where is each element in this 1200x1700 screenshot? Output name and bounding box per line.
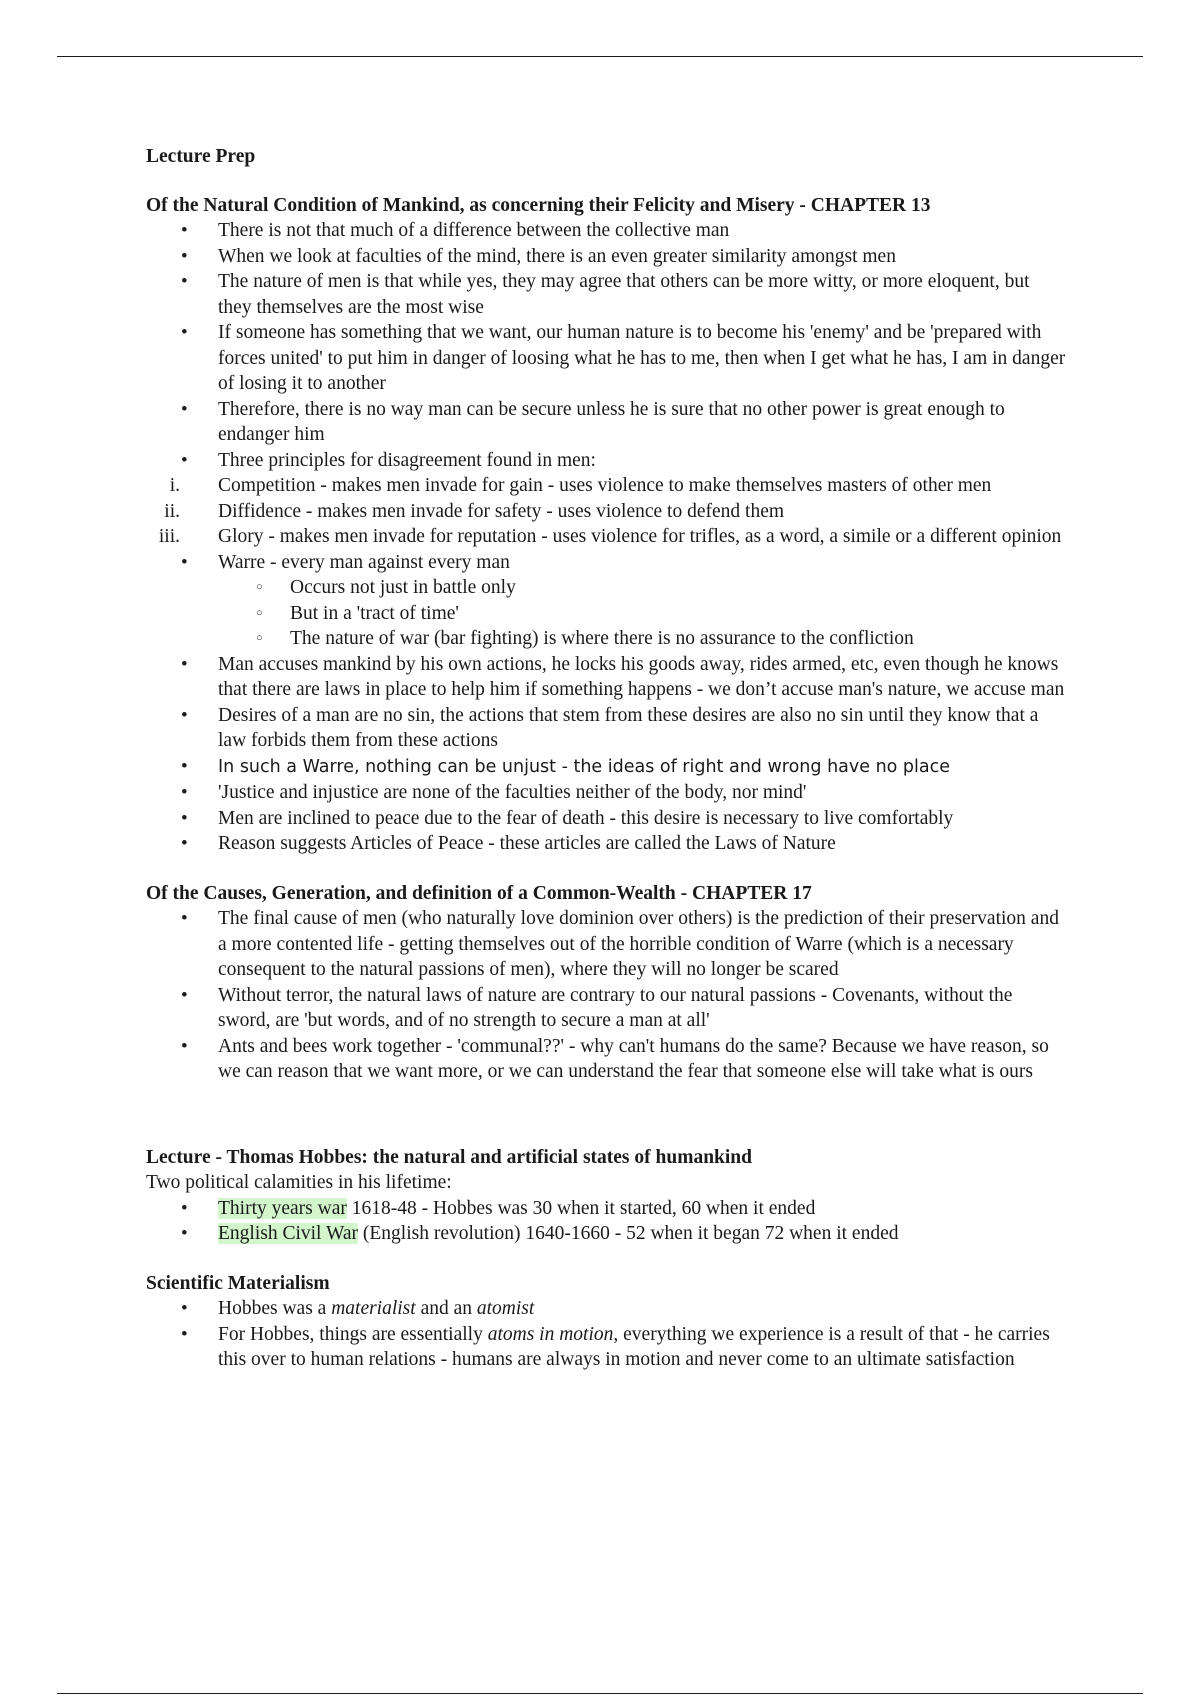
list-item: • There is not that much of a difference between the collective man bbox=[146, 218, 1066, 244]
list-item-text: Glory - makes men invade for reputation - uses violence for trifles, as a word, a simile or a different opinion bbox=[218, 526, 1062, 547]
emphasis-text: atomist bbox=[476, 1298, 535, 1319]
chapter-17-list bbox=[146, 906, 1066, 1085]
list-item: • 'Justice and injustice are none of the faculties neither of the body, nor mind' bbox=[146, 780, 1066, 806]
list-item: • Warre - every man against every man bbox=[146, 550, 1066, 576]
list-item: • When we look at faculties of the mind, there is an even greater similarity amongst men bbox=[146, 244, 1066, 270]
list-item-text: and an bbox=[415, 1298, 477, 1319]
list-item: • Ants and bees work together - 'communal??' - why can't humans do the same? Because we have reason, so we can reason that we want more, or we can understand the fear that someone else will take what is ours bbox=[146, 1034, 1066, 1085]
list-item-text: 1618-48 - Hobbes was 30 when it started, 60 when it ended bbox=[346, 1197, 816, 1219]
list-item-text: For Hobbes, things are essentially bbox=[218, 1323, 488, 1345]
emphasis-text: materialist bbox=[331, 1298, 416, 1319]
principles-list bbox=[146, 473, 1066, 550]
list-item-text: (English revolution) 1640-1660 - 52 when it began 72 when it ended bbox=[358, 1223, 899, 1244]
top-rule bbox=[57, 56, 1143, 57]
scientific-materialism-heading: Scientific Materialism bbox=[146, 1272, 330, 1294]
list-item: • Man accuses mankind by his own actions, he locks his goods away, rides armed, etc, even though he knows that there are laws in place to help him if something happens - we don’t accuse man's nature, we accuse man bbox=[146, 652, 1066, 703]
highlighted-text: Thirty years war bbox=[218, 1197, 347, 1219]
lecture-intro: Two political calamities in his lifetime: bbox=[146, 1172, 452, 1193]
list-item: • The final cause of men (who naturally love dominion over others) is the prediction of their preservation and a more contented life - getting themselves out of the horrible condition of Warre (which is a necessary consequent to the natural passions of men), where they will no longer be scared bbox=[146, 906, 1066, 983]
list-item: • Therefore, there is no way man can be secure unless he is sure that no other power is great enough to endanger him bbox=[146, 397, 1066, 448]
emphasis-text: atoms in motion bbox=[487, 1323, 614, 1345]
sub-list-item: ○ Occurs not just in battle only bbox=[146, 575, 1066, 601]
list-item: • Desires of a man are no sin, the actions that stem from these desires are also no sin until they know that a law forbids them from these actions bbox=[146, 703, 1066, 754]
list-item: • Three principles for disagreement found in men: bbox=[146, 448, 1066, 474]
scientific-materialism-list bbox=[146, 1296, 1066, 1373]
list-item: • The nature of men is that while yes, they may agree that others can be more witty, or more eloquent, but they themselves are the most wise bbox=[146, 269, 1066, 320]
chapter-17-heading: Of the Causes, Generation, and definition of a Common-Wealth - CHAPTER 17 bbox=[146, 882, 812, 904]
chapter-13-list bbox=[146, 218, 1066, 473]
list-item bbox=[146, 1221, 1066, 1247]
chapter-13-list-continued bbox=[146, 550, 1066, 857]
roman-numeral: i. bbox=[169, 475, 180, 496]
list-item bbox=[146, 524, 1066, 550]
list-item bbox=[146, 473, 1066, 499]
list-item bbox=[146, 1296, 1066, 1322]
list-item-text: Competition - makes men invade for gain - uses violence to make themselves masters of other men bbox=[218, 475, 992, 496]
sub-list-item: ○ But in a 'tract of time' bbox=[146, 601, 1066, 627]
list-item bbox=[146, 1322, 1066, 1373]
list-item-text: Diffidence - makes men invade for safety - uses violence to defend them bbox=[218, 500, 785, 522]
lecture-list bbox=[146, 1196, 1066, 1247]
list-item-text: In such a Warre, nothing can be unjust - the ideas of right and wrong have no place bbox=[218, 756, 951, 777]
sub-list-item: ○ The nature of war (bar fighting) is where there is no assurance to the confliction bbox=[146, 626, 1066, 652]
chapter-13-heading: Of the Natural Condition of Mankind, as concerning their Felicity and Misery - CHAPTER 13 bbox=[146, 194, 931, 216]
list-item: • Reason suggests Articles of Peace - these articles are called the Laws of Nature bbox=[146, 831, 1066, 857]
list-item: • Without terror, the natural laws of nature are contrary to our natural passions - Covenants, without the sword, are 'but words, and of no strength to secure a man at all' bbox=[146, 983, 1066, 1034]
list-item-text: , everything we experience is a result of that - he carries this over to human relations - humans are always in motion and never come to an ultimate satisfaction bbox=[218, 1323, 1050, 1370]
bottom-rule bbox=[57, 1693, 1143, 1694]
list-item bbox=[146, 1196, 1066, 1222]
list-item: • Men are inclined to peace due to the fear of death - this desire is necessary to live comfortably bbox=[146, 806, 1066, 832]
roman-numeral: ii. bbox=[164, 500, 180, 522]
list-item bbox=[146, 499, 1066, 525]
highlighted-text: English Civil War bbox=[218, 1223, 358, 1244]
roman-numeral: iii. bbox=[158, 526, 180, 547]
document-title: Lecture Prep bbox=[146, 146, 256, 167]
list-item bbox=[146, 754, 1066, 781]
list-item: • If someone has something that we want, our human nature is to become his 'enemy' and be 'prepared with forces united' to put him in danger of loosing what he has to me, then when I get what he has, I am in danger of losing it to another bbox=[146, 320, 1066, 397]
document-body bbox=[146, 144, 1066, 1373]
lecture-heading: Lecture - Thomas Hobbes: the natural and artificial states of humankind bbox=[146, 1146, 752, 1168]
list-item-text: Hobbes was a bbox=[218, 1298, 332, 1319]
